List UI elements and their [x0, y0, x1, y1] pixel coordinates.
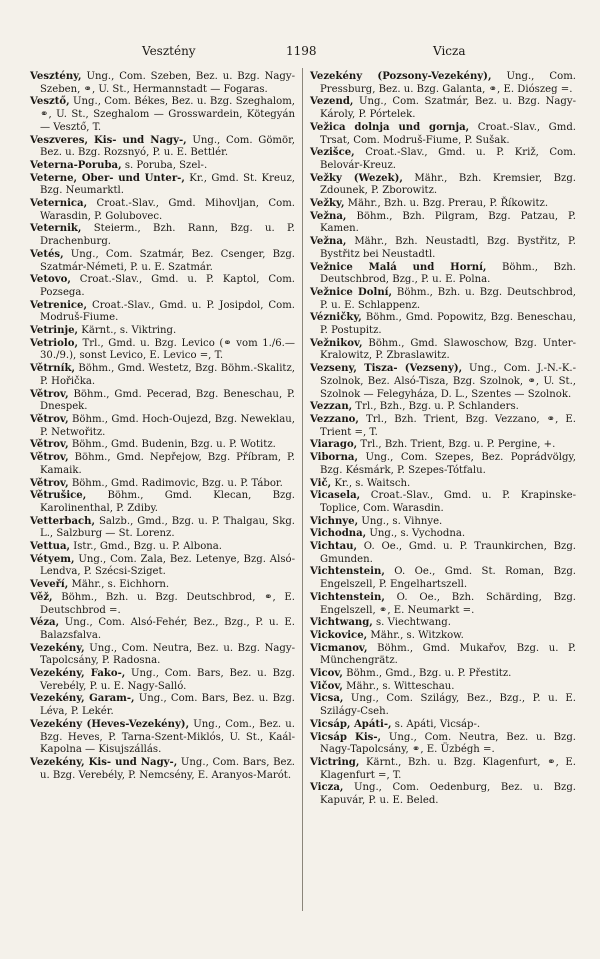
gazetteer-entry [310, 211, 576, 236]
gazetteer-entry [30, 541, 295, 554]
gazetteer-entry [30, 135, 295, 160]
entry-headword: Větrov, [30, 388, 69, 400]
entry-headword: Vežnikov, [310, 337, 363, 349]
entry-text: Ung., Com. Neutra, Bez. u. Bzg. Nagy-Tapolcsány, ⚭, E. Üzbégh =. [320, 731, 576, 756]
entry-headword: Vicza, [310, 782, 344, 794]
gazetteer-entry [310, 528, 576, 541]
gazetteer-entry [30, 71, 295, 96]
entry-text: Kärnt., Bzh. u. Bzg. Klagenfurt, ⚭, E. Klagenfurt =, T. [320, 756, 576, 781]
entry-headword: Vezekény (Pozsony-Vezekény), [310, 71, 492, 82]
entry-headword: Victring, [310, 756, 360, 768]
gazetteer-entry [310, 630, 576, 643]
entry-text: Trl., Bzh., Bzg. u. P. Schlanders. [352, 401, 519, 413]
entry-headword: Vetrenice, [30, 299, 87, 311]
gazetteer-entry [310, 439, 576, 452]
entry-text: Ung., Com. Oedenburg, Bez. u. Bzg. Kapuvár, P. u. E. Beled. [320, 782, 576, 807]
gazetteer-entry [30, 693, 295, 718]
entry-headword: Vezzano, [310, 413, 359, 425]
entry-headword: Veternik, [30, 223, 82, 235]
gazetteer-entry [310, 719, 576, 732]
entry-text: Ung., Com. Szatmár, Bez. u. Bzg. Nagy-Károly, P. Pórtelek. [320, 96, 576, 121]
entry-text: Trl., Gmd. u. Bzg. Levico (⚭ vom 1./6.—30./9.), sonst Levico, E. Levico =, T. [40, 337, 295, 362]
entry-text: Ung., Com. J.-N.-K.-Szolnok, Bez. Alsó-Tisza, Bzg. Szolnok, ⚭, U. St., Szolnok — Felegyháza, D. L., Szentes — Szolnok. [320, 363, 576, 400]
entry-headword: Veveří, [30, 579, 69, 591]
entry-text: Mähr., Bzh. u. Bzg. Prerau, P. Říkowitz. [344, 198, 549, 210]
entry-text: Trl., Bzh. Trient, Bzg. u. P. Pergine, +. [357, 439, 556, 451]
entry-headword: Vežnice Dolní, [310, 286, 393, 298]
entry-headword: Veterne, Ober- und Unter-, [30, 172, 185, 184]
gazetteer-entry [310, 363, 576, 401]
gazetteer-entry [310, 541, 576, 566]
entry-text: Böhm., Gmd. Popowitz, Bzg. Beneschau, P. Postupitz. [320, 312, 576, 337]
entry-headword: Vezend, [310, 96, 354, 108]
gazetteer-entry [30, 617, 295, 642]
gazetteer-entry [310, 566, 576, 591]
gazetteer-entry [30, 439, 295, 452]
gazetteer-entry [310, 643, 576, 668]
gazetteer-entry [30, 554, 295, 579]
gazetteer-entry [30, 414, 295, 439]
gazetteer-entry [310, 122, 576, 147]
running-header [30, 44, 570, 60]
entry-text: Ung., Com. Pressburg, Bez. u. Bzg. Galanta, ⚭, E. Diószeg =. [320, 71, 576, 95]
entry-headword: Vesztény, [30, 71, 82, 82]
entry-headword: Vichtenstein, [310, 591, 385, 603]
entry-text: O. Oe., Bzh. Schärding, Bzg. Engelszell, ⚭, E. Neumarkt =. [320, 591, 576, 616]
entry-text: Böhm., Gmd. Mukařov, Bzg. u. P. Münchengrätz. [320, 642, 576, 667]
entry-text: Kärnt., s. Viktring. [78, 325, 177, 337]
gazetteer-entry [310, 782, 576, 807]
gazetteer-entry [30, 223, 295, 248]
entry-headword: Vetterbach, [30, 515, 95, 527]
entry-text: s. Apáti, Vicsáp-. [391, 718, 481, 730]
entry-headword: Vežna, [310, 210, 347, 222]
gazetteer-entry [310, 287, 576, 312]
gazetteer-entry [30, 173, 295, 198]
entry-headword: Vichodna, [310, 528, 367, 540]
entry-text: Böhm., Gmd., Bzg. u. P. Přestitz. [342, 668, 512, 680]
entry-headword: Vežky (Wezek), [310, 172, 403, 184]
gazetteer-entry [30, 274, 295, 299]
entry-headword: Vicsáp, Apáti-, [310, 718, 392, 730]
entry-headword: Větrník, [30, 363, 75, 375]
entry-text: Ung., s. Vychodna. [366, 528, 466, 540]
gazetteer-entry [310, 681, 576, 694]
header-left-word: Vesztény [142, 44, 196, 58]
entry-headword: Vicsáp Kis-, [310, 731, 382, 743]
entry-text: Ung., Com. Bars, Bez. u. Bzg. Léva, P. Lekér. [40, 693, 295, 718]
entry-headword: Větrušice, [30, 490, 87, 502]
gazetteer-entry [30, 757, 295, 782]
gazetteer-entry [310, 71, 576, 96]
gazetteer-entry [30, 643, 295, 668]
entry-headword: Vichnye, [310, 515, 359, 527]
entry-headword: Viborna, [310, 452, 358, 464]
entry-text: Ung., Com. Szepes, Bez. Poprádvölgy, Bzg. Késmárk, P. Szepes-Tótfalu. [320, 452, 576, 476]
gazetteer-entry [310, 693, 576, 718]
entry-text: Ung., Com. Szeben, Bez. u. Bzg. Nagy-Szeben, ⚭, U. St., Hermannstadt — Fogaras. [40, 71, 295, 95]
left-column [30, 71, 295, 782]
entry-text: O. Oe., Gmd. u. P. Traunkirchen, Bzg. Gmunden. [320, 541, 576, 565]
entry-text: Ung., Com. Szatmár, Bez. Csenger, Bzg. Szatmár-Németi, P. u. E. Szatmár. [40, 248, 295, 273]
entry-headword: Vičov, [310, 680, 343, 692]
gazetteer-entry [310, 617, 576, 630]
entry-headword: Vežica dolnja und gornja, [310, 121, 470, 133]
entry-text: Böhm., Gmd. Klecan, Bzg. Karolinenthal, P. Zdiby. [40, 490, 295, 514]
gazetteer-entry [310, 516, 576, 529]
entry-headword: Viarago, [310, 439, 358, 451]
entry-text: Ung., Com. Alsó-Fehér, Bez., Bzg., P. u. E. Balazsfalva. [40, 617, 295, 641]
entry-text: Böhm., Bzh. u. Bzg. Deutschbrod, P. u. E. Schlappenz. [320, 286, 577, 311]
entry-headword: Vickovice, [310, 629, 368, 641]
gazetteer-entry [310, 452, 576, 477]
gazetteer-entry [310, 401, 576, 414]
gazetteer-entry [310, 338, 576, 363]
gazetteer-entry [30, 516, 295, 541]
gazetteer-entry [30, 363, 295, 388]
gazetteer-entry [310, 262, 576, 287]
entry-text: Ung., Com. Bars, Bez. u. Bzg. Verebély, P. u. E. Nagy-Salló. [40, 668, 295, 692]
entry-headword: Vétyem, [30, 553, 75, 565]
gazetteer-entry [30, 579, 295, 592]
entry-text: Böhm., Bzh. Deutschbrod, Bzg., P. u. E. Polna. [320, 261, 576, 286]
gazetteer-entry [310, 198, 576, 211]
gazetteer-entry [310, 312, 576, 337]
gazetteer-entry [310, 173, 576, 198]
entry-headword: Vežnice Malá und Horní, [310, 261, 487, 273]
entry-text: Böhm., Gmd. Nepřejow, Bzg. Příbram, P. Kamaik. [40, 452, 295, 476]
entry-text: Ung., Com. Békes, Bez. u. Bzg. Szeghalom, ⚭, U. St., Szeghalom — Grosswardein, Kötegyán — Vesztő, T. [40, 96, 295, 133]
entry-headword: Vichtenstein, [310, 566, 385, 578]
entry-headword: Vič, [310, 477, 332, 489]
entry-headword: Větrov, [30, 452, 69, 464]
entry-text: O. Oe., Gmd. St. Roman, Bzg. Engelszell, P. Engelhartszell. [320, 566, 576, 591]
gazetteer-entry [30, 668, 295, 693]
entry-text: Croat.-Slav., Gmd. u. P. Josipdol, Com. Modruš-Fiume. [40, 299, 295, 324]
gazetteer-entry [310, 490, 576, 515]
gazetteer-entry [310, 732, 576, 757]
entry-text: Böhm., Gmd. Radimovic, Bzg. u. P. Tábor. [68, 477, 283, 489]
entry-headword: Vetés, [30, 248, 64, 260]
entry-text: Croat.-Slav., Gmd. Mihovljan, Com. Warasdin, P. Golubovec. [40, 198, 295, 222]
header-right-word: Vicza [433, 44, 466, 58]
entry-headword: Véza, [30, 617, 60, 629]
entry-headword: Vezekény, Kis- und Nagy-, [30, 756, 178, 768]
entry-headword: Veternica, [30, 198, 88, 210]
entry-text: Böhm., Gmd. Westetz, Bzg. Böhm.-Skalitz, P. Hořička. [40, 363, 295, 387]
entry-headword: Vezseny, Tisza- (Vezseny), [310, 363, 463, 375]
gazetteer-entry [310, 757, 576, 782]
entry-headword: Veszveres, Kis- und Nagy-, [30, 134, 187, 146]
gazetteer-entry [310, 592, 576, 617]
entry-text: Mähr., s. Witteschau. [342, 680, 455, 692]
entry-text: Böhm., Gmd. Budenin, Bzg. u. P. Wotitz. [68, 439, 276, 451]
entry-text: Ung., Com. Szilágy, Bez., Bzg., P. u. E. Szilágy-Cseh. [320, 693, 576, 718]
entry-headword: Vetrinje, [30, 325, 79, 337]
entry-text: Mähr., s. Eichhorn. [68, 579, 170, 591]
entry-headword: Vichtau, [310, 541, 358, 553]
entry-text: Böhm., Gmd. Hoch-Oujezd, Bzg. Neweklau, P. Netwořitz. [40, 413, 295, 438]
entry-text: Salzb., Gmd., Bzg. u. P. Thalgau, Skg. L., Salzburg — St. Lorenz. [40, 515, 295, 540]
entry-headword: Vettua, [30, 541, 71, 553]
entry-headword: Věž, [30, 591, 53, 603]
entry-headword: Vicasela, [310, 490, 361, 502]
entry-headword: Vežna, [310, 236, 347, 248]
entry-headword: Vézničky, [310, 312, 362, 324]
gazetteer-entry [310, 96, 576, 121]
entry-headword: Vezzan, [310, 401, 353, 413]
right-column [310, 71, 576, 808]
entry-text: Croat.-Slav., Gmd. u. P. Krapinske-Toplice, Com. Warasdin. [320, 490, 576, 514]
entry-text: Mähr., Bzh. Kremsier, Bzg. Zdounek, P. Zborowitz. [320, 172, 576, 197]
entry-text: Böhm., Gmd. Slawoschow, Bzg. Unter-Kralowitz, P. Zbraslawitz. [320, 337, 576, 362]
entry-text: Böhm., Bzh. u. Bzg. Deutschbrod, ⚭, E. Deutschbrod =. [40, 591, 295, 616]
gazetteer-entry [30, 198, 295, 223]
gazetteer-entry [30, 249, 295, 274]
gazetteer-entry [30, 592, 295, 617]
entry-text: Ung., Com. Neutra, Bez. u. Bzg. Nagy-Tapolcsány, P. Radosna. [40, 642, 295, 667]
entry-headword: Vezekény, Garam-, [30, 693, 135, 705]
entry-text: s. Poruba, Szel-. [121, 159, 208, 171]
entry-text: Kr., s. Waitsch. [331, 477, 411, 489]
entry-headword: Veterna-Poruba, [30, 159, 122, 171]
entry-headword: Vetovo, [30, 274, 71, 286]
gazetteer-entry [30, 160, 295, 173]
entry-text: Trl., Bzh. Trient, Bzg. Vezzano, ⚭, E. Trient =, T. [320, 413, 576, 438]
entry-headword: Vicov, [310, 668, 343, 680]
entry-headword: Větrov, [30, 413, 69, 425]
entry-text: Böhm., Gmd. Pecerad, Bzg. Beneschau, P. Dnespek. [40, 388, 295, 413]
gazetteer-entry [310, 668, 576, 681]
gazetteer-entry [310, 236, 576, 261]
entry-text: Croat.-Slav., Gmd. u. P. Kaptol, Com. Pozsega. [40, 274, 295, 298]
entry-text: Steierm., Bzh. Rann, Bzg. u. P. Drachenburg. [40, 223, 295, 248]
gazetteer-entry [310, 414, 576, 439]
gazetteer-entry [310, 478, 576, 491]
gazetteer-entry [310, 147, 576, 172]
entry-headword: Vezekény (Heves-Vezekény), [30, 718, 190, 730]
entry-text: Mähr., s. Witzkow. [367, 629, 464, 641]
column-divider [302, 68, 303, 911]
gazetteer-entry [30, 300, 295, 325]
entry-headword: Vichtwang, [310, 617, 373, 629]
gazetteer-entry [30, 490, 295, 515]
entry-text: Böhm., Bzh. Pilgram, Bzg. Patzau, P. Kamen. [320, 210, 576, 235]
entry-text: Ung., s. Vihnye. [358, 515, 443, 527]
entry-text: Istr., Gmd., Bzg. u. P. Albona. [70, 541, 223, 553]
entry-headword: Vezišce, [310, 147, 355, 159]
gazetteer-entry [30, 478, 295, 491]
gazetteer-entry [30, 338, 295, 363]
entry-text: Ung., Com. Gömör, Bez. u. Bzg. Rozsnyó, P. u. E. Bettlér. [40, 134, 295, 159]
gazetteer-entry [30, 96, 295, 134]
entry-text: s. Viechtwang. [372, 617, 451, 629]
entry-headword: Vežky, [310, 198, 345, 210]
entry-text: Ung., Com. Zala, Bez. Letenye, Bzg. Alsó-Lendva, P. Szécsi-Sziget. [40, 553, 295, 578]
entry-headword: Větrov, [30, 477, 69, 489]
entry-headword: Vesztő, [30, 96, 70, 108]
entry-headword: Vetriolo, [30, 337, 78, 349]
entry-text: Kr., Gmd. St. Kreuz, Bzg. Neumarktl. [40, 172, 296, 197]
gazetteer-entry [30, 719, 295, 757]
entry-text: Croat.-Slav., Gmd. Trsat, Com. Modruš-Fiume, P. Sušak. [320, 121, 576, 146]
entry-text: Ung., Com. Bars, Bez. u. Bzg. Verebély, P. Nemcsény, E. Aranyos-Marót. [40, 756, 296, 781]
entry-headword: Vicsa, [310, 693, 344, 705]
gazetteer-entry [30, 452, 295, 477]
entry-headword: Vezekény, Fako-, [30, 668, 126, 680]
entry-text: Croat.-Slav., Gmd. u. P. Križ, Com. Belovár-Kreuz. [320, 147, 576, 171]
entry-headword: Vezekény, [30, 642, 85, 654]
gazetteer-entry [30, 389, 295, 414]
entry-text: Ung., Com., Bez. u. Bzg. Heves, P. Tarna-Szent-Miklós, U. St., Kaál-Kapolna — Kisujszállás. [40, 718, 295, 756]
gazetteer-entry [30, 325, 295, 338]
entry-headword: Vicmanov, [310, 642, 368, 654]
page-number: 1198 [286, 44, 317, 58]
entry-headword: Větrov, [30, 439, 69, 451]
entry-text: Mähr., Bzh. Neustadtl, Bzg. Bystřitz, P. Bystřitz bei Neustadtl. [320, 236, 576, 260]
